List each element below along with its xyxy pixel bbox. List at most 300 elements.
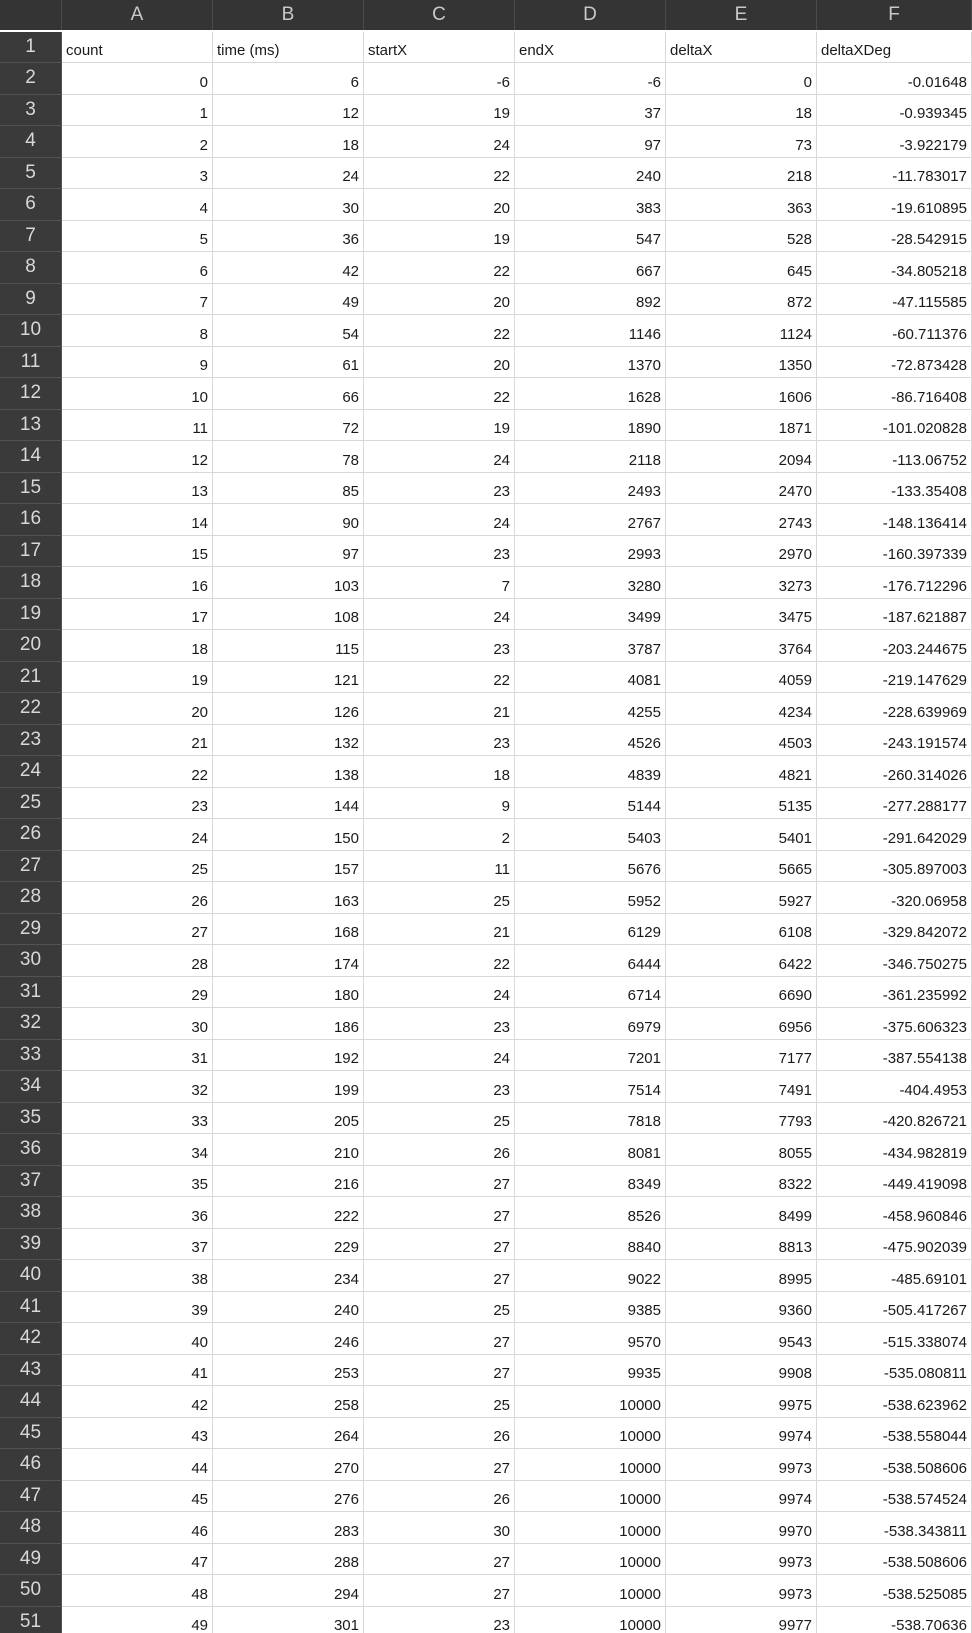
row-header[interactable]: 45	[0, 1418, 62, 1450]
cell-d[interactable]: 383	[515, 189, 666, 221]
cell-header-d[interactable]: endX	[515, 32, 666, 64]
cell-b[interactable]: 78	[213, 441, 364, 473]
cell-b[interactable]: 49	[213, 284, 364, 316]
select-all-corner[interactable]	[0, 0, 62, 30]
cell-f[interactable]: -538.623962	[817, 1386, 972, 1418]
cell-f[interactable]: -86.716408	[817, 378, 972, 410]
row-header[interactable]: 49	[0, 1544, 62, 1576]
cell-f[interactable]: -148.136414	[817, 504, 972, 536]
cell-b[interactable]: 240	[213, 1292, 364, 1324]
cell-b[interactable]: 186	[213, 1008, 364, 1040]
cell-c[interactable]: 26	[364, 1418, 515, 1450]
cell-f[interactable]: -160.397339	[817, 536, 972, 568]
cell-c[interactable]: 25	[364, 1386, 515, 1418]
cell-b[interactable]: 210	[213, 1134, 364, 1166]
cell-d[interactable]: 1628	[515, 378, 666, 410]
cell-a[interactable]: 39	[62, 1292, 213, 1324]
cell-e[interactable]: 3273	[666, 567, 817, 599]
row-header[interactable]: 43	[0, 1355, 62, 1387]
cell-f[interactable]: -505.417267	[817, 1292, 972, 1324]
cell-e[interactable]: 8322	[666, 1166, 817, 1198]
cell-e[interactable]: 1124	[666, 315, 817, 347]
cell-c[interactable]: 20	[364, 347, 515, 379]
cell-c[interactable]: 24	[364, 441, 515, 473]
row-header[interactable]: 13	[0, 410, 62, 442]
cell-a[interactable]: 25	[62, 851, 213, 883]
cell-f[interactable]: -320.06958	[817, 882, 972, 914]
row-header[interactable]: 50	[0, 1575, 62, 1607]
cell-f[interactable]: -458.960846	[817, 1197, 972, 1229]
cell-c[interactable]: 23	[364, 473, 515, 505]
cell-e[interactable]: 8499	[666, 1197, 817, 1229]
row-header[interactable]: 22	[0, 693, 62, 725]
cell-d[interactable]: 667	[515, 252, 666, 284]
cell-c[interactable]: 27	[364, 1260, 515, 1292]
cell-d[interactable]: 97	[515, 126, 666, 158]
cell-b[interactable]: 216	[213, 1166, 364, 1198]
cell-header-e[interactable]: deltaX	[666, 32, 817, 64]
cell-e[interactable]: 5401	[666, 819, 817, 851]
cell-b[interactable]: 174	[213, 945, 364, 977]
cell-b[interactable]: 283	[213, 1512, 364, 1544]
cell-a[interactable]: 18	[62, 630, 213, 662]
cell-d[interactable]: 10000	[515, 1481, 666, 1513]
row-header[interactable]: 10	[0, 315, 62, 347]
row-header[interactable]: 27	[0, 851, 62, 883]
cell-c[interactable]: 18	[364, 756, 515, 788]
cell-header-f[interactable]: deltaXDeg	[817, 32, 972, 64]
cell-e[interactable]: 7491	[666, 1071, 817, 1103]
cell-b[interactable]: 180	[213, 977, 364, 1009]
row-header[interactable]: 25	[0, 788, 62, 820]
cell-e[interactable]: 4234	[666, 693, 817, 725]
cell-b[interactable]: 18	[213, 126, 364, 158]
cell-d[interactable]: 1890	[515, 410, 666, 442]
cell-c[interactable]: 27	[364, 1229, 515, 1261]
cell-d[interactable]: 8526	[515, 1197, 666, 1229]
cell-a[interactable]: 10	[62, 378, 213, 410]
cell-a[interactable]: 11	[62, 410, 213, 442]
cell-d[interactable]: 1370	[515, 347, 666, 379]
cell-e[interactable]: 4503	[666, 725, 817, 757]
cell-f[interactable]: -434.982819	[817, 1134, 972, 1166]
cell-e[interactable]: 528	[666, 221, 817, 253]
cell-f[interactable]: -404.4953	[817, 1071, 972, 1103]
cell-a[interactable]: 32	[62, 1071, 213, 1103]
cell-f[interactable]: -3.922179	[817, 126, 972, 158]
cell-e[interactable]: 9970	[666, 1512, 817, 1544]
cell-c[interactable]: 27	[364, 1544, 515, 1576]
cell-a[interactable]: 19	[62, 662, 213, 694]
cell-c[interactable]: 25	[364, 1103, 515, 1135]
cell-c[interactable]: 27	[364, 1355, 515, 1387]
cell-d[interactable]: 6714	[515, 977, 666, 1009]
cell-a[interactable]: 17	[62, 599, 213, 631]
cell-b[interactable]: 42	[213, 252, 364, 284]
cell-e[interactable]: 6108	[666, 914, 817, 946]
cell-d[interactable]: 9935	[515, 1355, 666, 1387]
cell-a[interactable]: 6	[62, 252, 213, 284]
cell-a[interactable]: 45	[62, 1481, 213, 1513]
cell-d[interactable]: 10000	[515, 1544, 666, 1576]
cell-d[interactable]: 4526	[515, 725, 666, 757]
cell-e[interactable]: 8055	[666, 1134, 817, 1166]
cell-b[interactable]: 157	[213, 851, 364, 883]
cell-e[interactable]: 2970	[666, 536, 817, 568]
cell-a[interactable]: 15	[62, 536, 213, 568]
cell-b[interactable]: 163	[213, 882, 364, 914]
cell-d[interactable]: 547	[515, 221, 666, 253]
cell-e[interactable]: 0	[666, 63, 817, 95]
cell-d[interactable]: 7201	[515, 1040, 666, 1072]
row-header[interactable]: 42	[0, 1323, 62, 1355]
cell-d[interactable]: 3499	[515, 599, 666, 631]
cell-b[interactable]: 132	[213, 725, 364, 757]
cell-f[interactable]: -0.939345	[817, 95, 972, 127]
cell-c[interactable]: 20	[364, 284, 515, 316]
cell-e[interactable]: 5135	[666, 788, 817, 820]
cell-a[interactable]: 22	[62, 756, 213, 788]
row-header[interactable]: 3	[0, 95, 62, 127]
cell-c[interactable]: 25	[364, 1292, 515, 1324]
cell-b[interactable]: 229	[213, 1229, 364, 1261]
cell-c[interactable]: 9	[364, 788, 515, 820]
cell-f[interactable]: -0.01648	[817, 63, 972, 95]
cell-a[interactable]: 3	[62, 158, 213, 190]
cell-e[interactable]: 4821	[666, 756, 817, 788]
cell-e[interactable]: 9973	[666, 1449, 817, 1481]
cell-b[interactable]: 253	[213, 1355, 364, 1387]
cell-d[interactable]: 4255	[515, 693, 666, 725]
row-header[interactable]: 44	[0, 1386, 62, 1418]
cell-e[interactable]: 18	[666, 95, 817, 127]
cell-b[interactable]: 270	[213, 1449, 364, 1481]
cell-a[interactable]: 4	[62, 189, 213, 221]
cell-c[interactable]: 24	[364, 504, 515, 536]
cell-f[interactable]: -538.525085	[817, 1575, 972, 1607]
cell-f[interactable]: -538.508606	[817, 1544, 972, 1576]
cell-b[interactable]: 36	[213, 221, 364, 253]
cell-b[interactable]: 276	[213, 1481, 364, 1513]
row-header[interactable]: 48	[0, 1512, 62, 1544]
cell-a[interactable]: 23	[62, 788, 213, 820]
cell-d[interactable]: 9385	[515, 1292, 666, 1324]
cell-a[interactable]: 37	[62, 1229, 213, 1261]
cell-e[interactable]: 9974	[666, 1418, 817, 1450]
cell-f[interactable]: -243.191574	[817, 725, 972, 757]
cell-f[interactable]: -176.712296	[817, 567, 972, 599]
cell-c[interactable]: 27	[364, 1575, 515, 1607]
cell-e[interactable]: 6690	[666, 977, 817, 1009]
cell-d[interactable]: 2767	[515, 504, 666, 536]
cell-c[interactable]: 2	[364, 819, 515, 851]
row-header[interactable]: 46	[0, 1449, 62, 1481]
cell-e[interactable]: 6422	[666, 945, 817, 977]
row-header[interactable]: 31	[0, 977, 62, 1009]
cell-c[interactable]: 24	[364, 1040, 515, 1072]
cell-a[interactable]: 0	[62, 63, 213, 95]
cell-b[interactable]: 264	[213, 1418, 364, 1450]
cell-a[interactable]: 28	[62, 945, 213, 977]
row-header[interactable]: 36	[0, 1134, 62, 1166]
cell-b[interactable]: 144	[213, 788, 364, 820]
cell-f[interactable]: -72.873428	[817, 347, 972, 379]
cell-a[interactable]: 46	[62, 1512, 213, 1544]
cell-f[interactable]: -28.542915	[817, 221, 972, 253]
cell-c[interactable]: 27	[364, 1323, 515, 1355]
column-header-f[interactable]: F	[817, 0, 972, 30]
cell-f[interactable]: -485.69101	[817, 1260, 972, 1292]
cell-b[interactable]: 66	[213, 378, 364, 410]
cell-e[interactable]: 9908	[666, 1355, 817, 1387]
cell-f[interactable]: -346.750275	[817, 945, 972, 977]
cell-a[interactable]: 34	[62, 1134, 213, 1166]
cell-c[interactable]: 27	[364, 1449, 515, 1481]
row-header[interactable]: 21	[0, 662, 62, 694]
cell-a[interactable]: 43	[62, 1418, 213, 1450]
cell-a[interactable]: 41	[62, 1355, 213, 1387]
row-header[interactable]: 32	[0, 1008, 62, 1040]
column-header-d[interactable]: D	[515, 0, 666, 30]
cell-a[interactable]: 21	[62, 725, 213, 757]
cell-d[interactable]: 240	[515, 158, 666, 190]
cell-b[interactable]: 288	[213, 1544, 364, 1576]
row-header[interactable]: 6	[0, 189, 62, 221]
cell-f[interactable]: -329.842072	[817, 914, 972, 946]
cell-e[interactable]: 2470	[666, 473, 817, 505]
cell-e[interactable]: 9973	[666, 1544, 817, 1576]
row-header[interactable]: 17	[0, 536, 62, 568]
cell-b[interactable]: 138	[213, 756, 364, 788]
cell-d[interactable]: 4081	[515, 662, 666, 694]
cell-a[interactable]: 8	[62, 315, 213, 347]
row-header[interactable]: 18	[0, 567, 62, 599]
row-header[interactable]: 16	[0, 504, 62, 536]
cell-c[interactable]: 22	[364, 315, 515, 347]
cell-d[interactable]: 8349	[515, 1166, 666, 1198]
cell-f[interactable]: -387.554138	[817, 1040, 972, 1072]
cell-f[interactable]: -187.621887	[817, 599, 972, 631]
cell-a[interactable]: 42	[62, 1386, 213, 1418]
cell-b[interactable]: 192	[213, 1040, 364, 1072]
cell-e[interactable]: 5927	[666, 882, 817, 914]
cell-c[interactable]: 19	[364, 410, 515, 442]
cell-f[interactable]: -101.020828	[817, 410, 972, 442]
cell-f[interactable]: -260.314026	[817, 756, 972, 788]
cell-a[interactable]: 12	[62, 441, 213, 473]
cell-f[interactable]: -34.805218	[817, 252, 972, 284]
cell-a[interactable]: 1	[62, 95, 213, 127]
cell-c[interactable]: 22	[364, 945, 515, 977]
cell-f[interactable]: -277.288177	[817, 788, 972, 820]
cell-b[interactable]: 199	[213, 1071, 364, 1103]
cell-a[interactable]: 5	[62, 221, 213, 253]
cell-a[interactable]: 29	[62, 977, 213, 1009]
cell-d[interactable]: 10000	[515, 1418, 666, 1450]
cell-a[interactable]: 49	[62, 1607, 213, 1633]
cell-b[interactable]: 115	[213, 630, 364, 662]
row-header[interactable]: 9	[0, 284, 62, 316]
cell-e[interactable]: 5665	[666, 851, 817, 883]
cell-b[interactable]: 222	[213, 1197, 364, 1229]
cell-c[interactable]: 22	[364, 662, 515, 694]
cell-b[interactable]: 103	[213, 567, 364, 599]
cell-a[interactable]: 30	[62, 1008, 213, 1040]
cell-d[interactable]: 4839	[515, 756, 666, 788]
cell-b[interactable]: 205	[213, 1103, 364, 1135]
cell-f[interactable]: -47.115585	[817, 284, 972, 316]
cell-d[interactable]: 5144	[515, 788, 666, 820]
cell-d[interactable]: 5403	[515, 819, 666, 851]
row-header[interactable]: 29	[0, 914, 62, 946]
cell-a[interactable]: 13	[62, 473, 213, 505]
cell-d[interactable]: 2993	[515, 536, 666, 568]
cell-d[interactable]: 7514	[515, 1071, 666, 1103]
cell-c[interactable]: 23	[364, 1008, 515, 1040]
cell-e[interactable]: 9543	[666, 1323, 817, 1355]
cell-c[interactable]: 7	[364, 567, 515, 599]
cell-a[interactable]: 48	[62, 1575, 213, 1607]
cell-e[interactable]: 4059	[666, 662, 817, 694]
cell-d[interactable]: 10000	[515, 1449, 666, 1481]
column-header-c[interactable]: C	[364, 0, 515, 30]
cell-c[interactable]: 19	[364, 221, 515, 253]
cell-d[interactable]: 892	[515, 284, 666, 316]
row-header[interactable]: 4	[0, 126, 62, 158]
cell-b[interactable]: 61	[213, 347, 364, 379]
cell-f[interactable]: -375.606323	[817, 1008, 972, 1040]
cell-c[interactable]: 22	[364, 158, 515, 190]
row-header[interactable]: 19	[0, 599, 62, 631]
cell-f[interactable]: -538.558044	[817, 1418, 972, 1450]
cell-d[interactable]: 5676	[515, 851, 666, 883]
cell-b[interactable]: 54	[213, 315, 364, 347]
column-header-e[interactable]: E	[666, 0, 817, 30]
cell-f[interactable]: -19.610895	[817, 189, 972, 221]
cell-c[interactable]: -6	[364, 63, 515, 95]
cell-b[interactable]: 234	[213, 1260, 364, 1292]
cell-e[interactable]: 1606	[666, 378, 817, 410]
cell-b[interactable]: 90	[213, 504, 364, 536]
row-header[interactable]: 38	[0, 1197, 62, 1229]
cell-d[interactable]: 9022	[515, 1260, 666, 1292]
cell-d[interactable]: 1146	[515, 315, 666, 347]
cell-header-c[interactable]: startX	[364, 32, 515, 64]
cell-f[interactable]: -538.70636	[817, 1607, 972, 1633]
cell-a[interactable]: 47	[62, 1544, 213, 1576]
row-header[interactable]: 33	[0, 1040, 62, 1072]
cell-f[interactable]: -291.642029	[817, 819, 972, 851]
cell-b[interactable]: 97	[213, 536, 364, 568]
cell-e[interactable]: 9974	[666, 1481, 817, 1513]
cell-f[interactable]: -475.902039	[817, 1229, 972, 1261]
cell-f[interactable]: -535.080811	[817, 1355, 972, 1387]
cell-c[interactable]: 27	[364, 1166, 515, 1198]
cell-f[interactable]: -361.235992	[817, 977, 972, 1009]
cell-f[interactable]: -515.338074	[817, 1323, 972, 1355]
cell-a[interactable]: 27	[62, 914, 213, 946]
cell-c[interactable]: 21	[364, 693, 515, 725]
cell-c[interactable]: 22	[364, 378, 515, 410]
cell-e[interactable]: 7793	[666, 1103, 817, 1135]
cell-b[interactable]: 12	[213, 95, 364, 127]
cell-f[interactable]: -133.35408	[817, 473, 972, 505]
row-header[interactable]: 37	[0, 1166, 62, 1198]
row-header[interactable]: 41	[0, 1292, 62, 1324]
cell-b[interactable]: 121	[213, 662, 364, 694]
cell-e[interactable]: 9360	[666, 1292, 817, 1324]
cell-c[interactable]: 26	[364, 1481, 515, 1513]
cell-c[interactable]: 30	[364, 1512, 515, 1544]
cell-f[interactable]: -305.897003	[817, 851, 972, 883]
cell-a[interactable]: 9	[62, 347, 213, 379]
cell-b[interactable]: 258	[213, 1386, 364, 1418]
cell-e[interactable]: 2094	[666, 441, 817, 473]
row-header[interactable]: 35	[0, 1103, 62, 1135]
row-header[interactable]: 28	[0, 882, 62, 914]
cell-e[interactable]: 8995	[666, 1260, 817, 1292]
cell-header-b[interactable]: time (ms)	[213, 32, 364, 64]
cell-b[interactable]: 6	[213, 63, 364, 95]
cell-d[interactable]: 2493	[515, 473, 666, 505]
cell-e[interactable]: 1350	[666, 347, 817, 379]
cell-e[interactable]: 218	[666, 158, 817, 190]
cell-f[interactable]: -228.639969	[817, 693, 972, 725]
cell-c[interactable]: 21	[364, 914, 515, 946]
row-header[interactable]: 39	[0, 1229, 62, 1261]
cell-f[interactable]: -203.244675	[817, 630, 972, 662]
cell-d[interactable]: 5952	[515, 882, 666, 914]
cell-a[interactable]: 26	[62, 882, 213, 914]
row-header[interactable]: 8	[0, 252, 62, 284]
cell-f[interactable]: -219.147629	[817, 662, 972, 694]
cell-e[interactable]: 8813	[666, 1229, 817, 1261]
cell-b[interactable]: 24	[213, 158, 364, 190]
cell-e[interactable]: 7177	[666, 1040, 817, 1072]
cell-b[interactable]: 108	[213, 599, 364, 631]
cell-c[interactable]: 19	[364, 95, 515, 127]
row-header[interactable]: 11	[0, 347, 62, 379]
cell-a[interactable]: 38	[62, 1260, 213, 1292]
cell-c[interactable]: 22	[364, 252, 515, 284]
cell-d[interactable]: 3787	[515, 630, 666, 662]
row-header[interactable]: 20	[0, 630, 62, 662]
cell-d[interactable]: 6979	[515, 1008, 666, 1040]
cell-d[interactable]: 3280	[515, 567, 666, 599]
cell-f[interactable]: -449.419098	[817, 1166, 972, 1198]
cell-e[interactable]: 872	[666, 284, 817, 316]
cell-e[interactable]: 9973	[666, 1575, 817, 1607]
cell-b[interactable]: 85	[213, 473, 364, 505]
cell-b[interactable]: 150	[213, 819, 364, 851]
row-header[interactable]: 14	[0, 441, 62, 473]
cell-d[interactable]: 10000	[515, 1512, 666, 1544]
cell-e[interactable]: 6956	[666, 1008, 817, 1040]
cell-d[interactable]: 8081	[515, 1134, 666, 1166]
cell-c[interactable]: 11	[364, 851, 515, 883]
cell-a[interactable]: 24	[62, 819, 213, 851]
cell-b[interactable]: 301	[213, 1607, 364, 1633]
row-header[interactable]: 15	[0, 473, 62, 505]
row-header[interactable]: 23	[0, 725, 62, 757]
cell-d[interactable]: 10000	[515, 1607, 666, 1633]
cell-e[interactable]: 363	[666, 189, 817, 221]
cell-a[interactable]: 7	[62, 284, 213, 316]
cell-b[interactable]: 30	[213, 189, 364, 221]
row-header[interactable]: 40	[0, 1260, 62, 1292]
cell-a[interactable]: 36	[62, 1197, 213, 1229]
cell-c[interactable]: 27	[364, 1197, 515, 1229]
